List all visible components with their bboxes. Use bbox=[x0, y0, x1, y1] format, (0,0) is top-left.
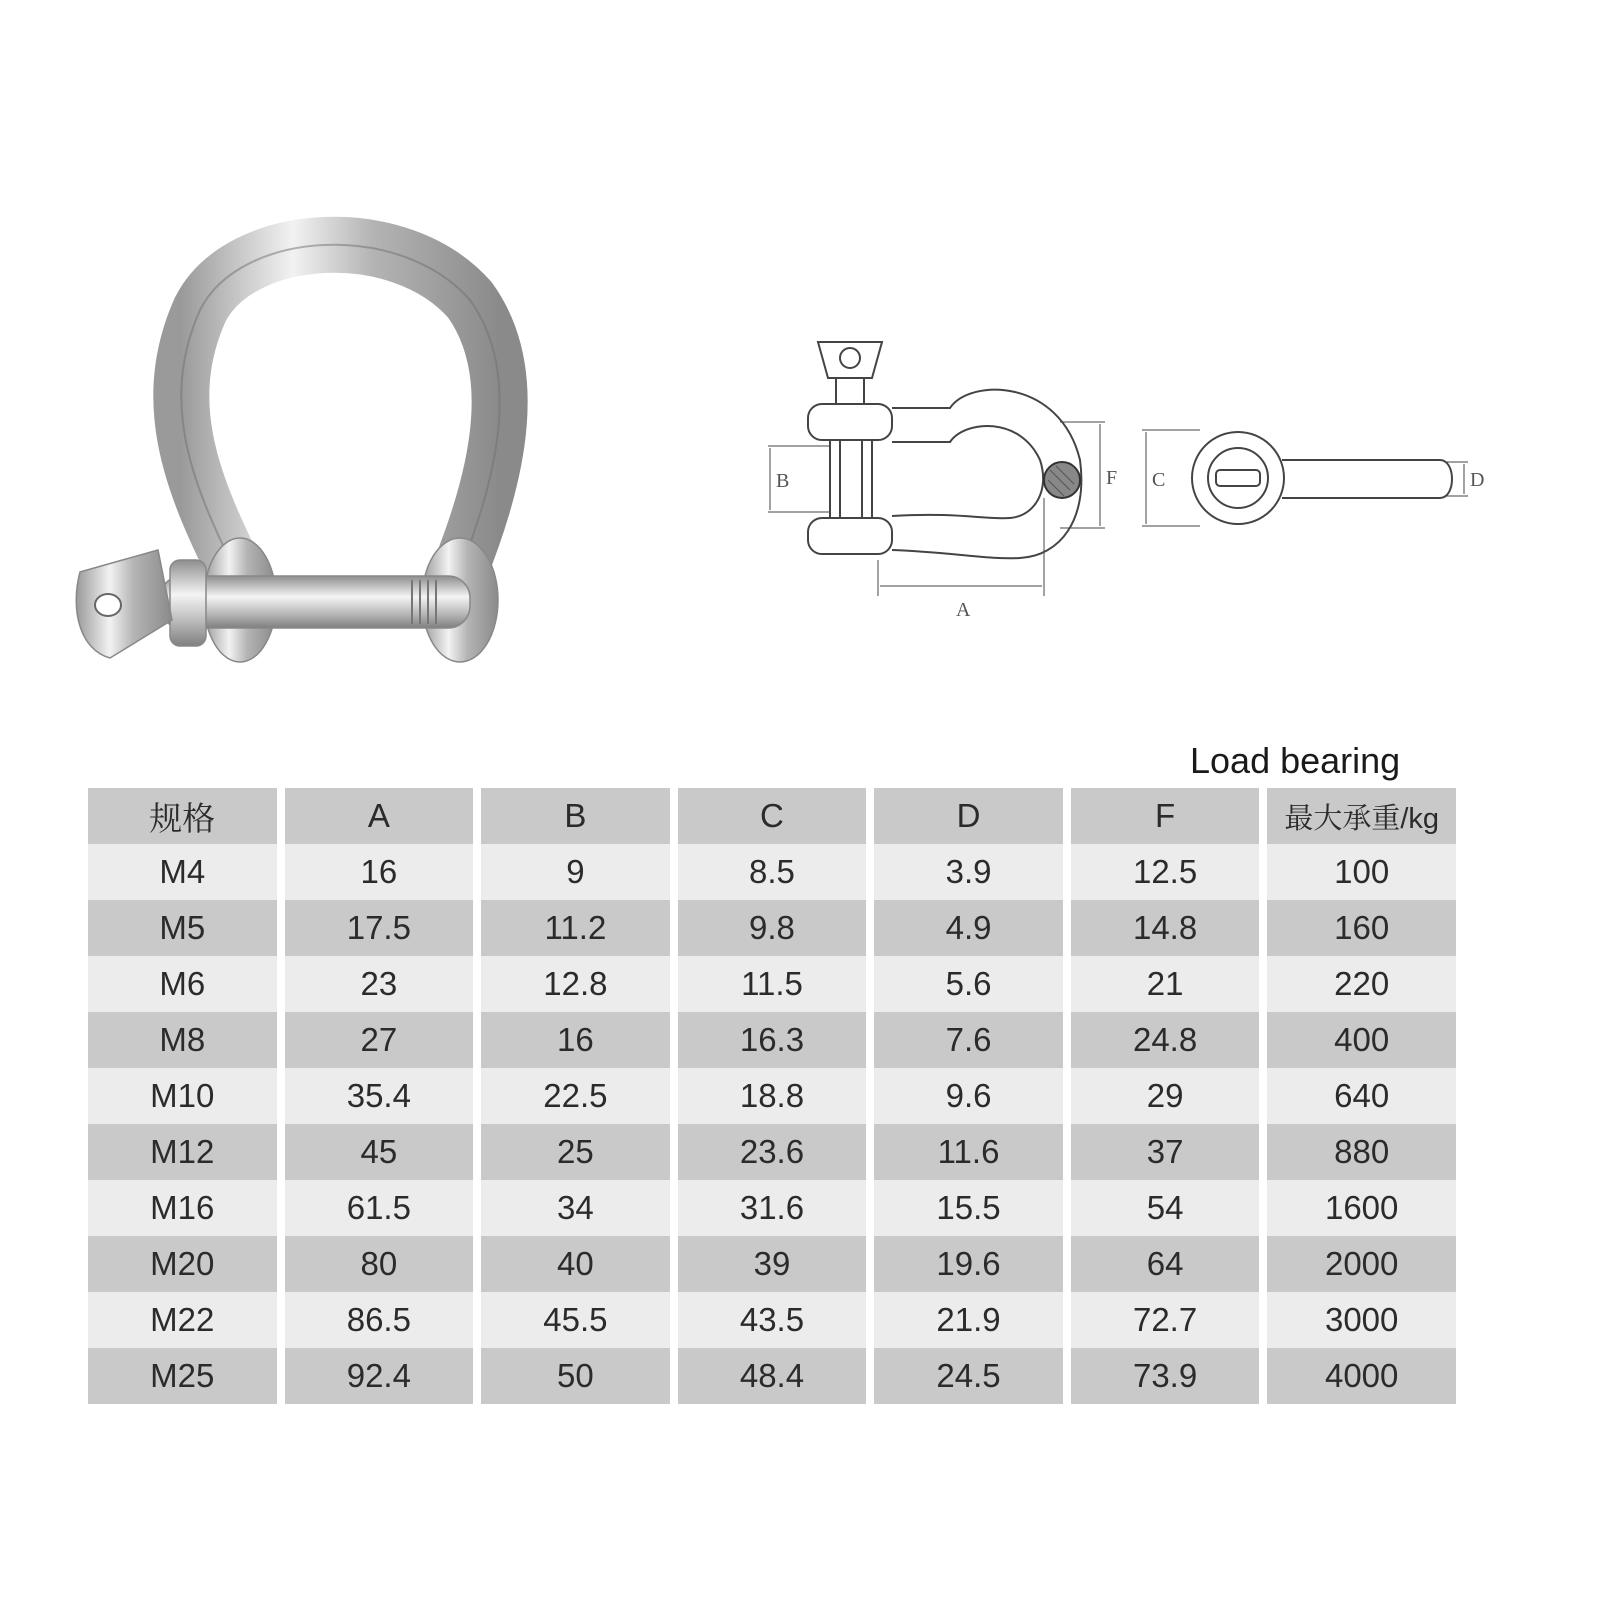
pin-collar bbox=[170, 560, 206, 646]
cell-c: 11.5 bbox=[678, 956, 867, 1012]
cell-a: 17.5 bbox=[285, 900, 474, 956]
shackle-bow bbox=[181, 245, 499, 570]
cell-a: 80 bbox=[285, 1236, 474, 1292]
cell-max-load: 100 bbox=[1267, 844, 1456, 900]
header-size: 规格 bbox=[88, 788, 277, 844]
cell-c: 39 bbox=[678, 1236, 867, 1292]
cell-size: M4 bbox=[88, 844, 277, 900]
label-c: C bbox=[1152, 469, 1166, 491]
cell-size: M12 bbox=[88, 1124, 277, 1180]
cell-a: 23 bbox=[285, 956, 474, 1012]
table-row bbox=[88, 900, 1456, 956]
cell-c: 23.6 bbox=[678, 1124, 867, 1180]
cell-c: 18.8 bbox=[678, 1068, 867, 1124]
spec-table bbox=[80, 788, 1464, 1404]
cell-f: 21 bbox=[1071, 956, 1260, 1012]
cell-max-load: 4000 bbox=[1267, 1348, 1456, 1404]
table-row bbox=[88, 1292, 1456, 1348]
cell-f: 29 bbox=[1071, 1068, 1260, 1124]
cell-f: 37 bbox=[1071, 1124, 1260, 1180]
cell-size: M20 bbox=[88, 1236, 277, 1292]
cell-f: 72.7 bbox=[1071, 1292, 1260, 1348]
header-b: B bbox=[481, 788, 670, 844]
cell-b: 34 bbox=[481, 1180, 670, 1236]
cell-f: 54 bbox=[1071, 1180, 1260, 1236]
label-d: D bbox=[1470, 469, 1485, 491]
header-f: F bbox=[1071, 788, 1260, 844]
table-body bbox=[88, 844, 1456, 1404]
cell-b: 50 bbox=[481, 1348, 670, 1404]
cell-size: M16 bbox=[88, 1180, 277, 1236]
cell-a: 86.5 bbox=[285, 1292, 474, 1348]
label-b: B bbox=[776, 470, 790, 492]
table-row bbox=[88, 1180, 1456, 1236]
cell-max-load: 400 bbox=[1267, 1012, 1456, 1068]
cell-b: 22.5 bbox=[481, 1068, 670, 1124]
cell-d: 7.6 bbox=[874, 1012, 1063, 1068]
cell-c: 48.4 bbox=[678, 1348, 867, 1404]
pin-eye-tab bbox=[76, 550, 172, 658]
label-a: A bbox=[956, 599, 971, 621]
cell-size: M5 bbox=[88, 900, 277, 956]
table-header-row bbox=[88, 788, 1456, 844]
cell-d: 21.9 bbox=[874, 1292, 1063, 1348]
cell-max-load: 2000 bbox=[1267, 1236, 1456, 1292]
table-row bbox=[88, 1124, 1456, 1180]
load-bearing-caption: Load bearing bbox=[1190, 740, 1401, 781]
shackle-photo bbox=[40, 200, 580, 720]
cell-size: M25 bbox=[88, 1348, 277, 1404]
cell-d: 3.9 bbox=[874, 844, 1063, 900]
cell-d: 4.9 bbox=[874, 900, 1063, 956]
cell-max-load: 160 bbox=[1267, 900, 1456, 956]
header-c: C bbox=[678, 788, 867, 844]
cell-b: 40 bbox=[481, 1236, 670, 1292]
table-row bbox=[88, 1068, 1456, 1124]
cell-max-load: 640 bbox=[1267, 1068, 1456, 1124]
cell-max-load: 220 bbox=[1267, 956, 1456, 1012]
cell-max-load: 3000 bbox=[1267, 1292, 1456, 1348]
header-d: D bbox=[874, 788, 1063, 844]
cell-c: 43.5 bbox=[678, 1292, 867, 1348]
cell-b: 16 bbox=[481, 1012, 670, 1068]
cell-b: 25 bbox=[481, 1124, 670, 1180]
dimension-drawing bbox=[760, 320, 1530, 640]
table-row bbox=[88, 844, 1456, 900]
cell-f: 73.9 bbox=[1071, 1348, 1260, 1404]
cell-max-load: 880 bbox=[1267, 1124, 1456, 1180]
cell-c: 31.6 bbox=[678, 1180, 867, 1236]
cell-c: 9.8 bbox=[678, 900, 867, 956]
cell-b: 9 bbox=[481, 844, 670, 900]
cell-a: 16 bbox=[285, 844, 474, 900]
header-a: A bbox=[285, 788, 474, 844]
cell-d: 19.6 bbox=[874, 1236, 1063, 1292]
cell-f: 24.8 bbox=[1071, 1012, 1260, 1068]
cell-d: 11.6 bbox=[874, 1124, 1063, 1180]
cell-max-load: 1600 bbox=[1267, 1180, 1456, 1236]
cell-a: 35.4 bbox=[285, 1068, 474, 1124]
table-row bbox=[88, 1348, 1456, 1404]
header-max-load: 最大承重/kg bbox=[1267, 788, 1456, 844]
cell-a: 92.4 bbox=[285, 1348, 474, 1404]
cell-c: 16.3 bbox=[678, 1012, 867, 1068]
cell-a: 61.5 bbox=[285, 1180, 474, 1236]
cell-size: M22 bbox=[88, 1292, 277, 1348]
cell-a: 27 bbox=[285, 1012, 474, 1068]
cell-b: 11.2 bbox=[481, 900, 670, 956]
cell-d: 9.6 bbox=[874, 1068, 1063, 1124]
cell-b: 45.5 bbox=[481, 1292, 670, 1348]
cell-a: 45 bbox=[285, 1124, 474, 1180]
cell-b: 12.8 bbox=[481, 956, 670, 1012]
cell-size: M6 bbox=[88, 956, 277, 1012]
cell-c: 8.5 bbox=[678, 844, 867, 900]
cell-f: 14.8 bbox=[1071, 900, 1260, 956]
cell-f: 64 bbox=[1071, 1236, 1260, 1292]
cell-size: M10 bbox=[88, 1068, 277, 1124]
table-row bbox=[88, 1236, 1456, 1292]
label-f: F bbox=[1106, 467, 1118, 489]
cell-f: 12.5 bbox=[1071, 844, 1260, 900]
cell-d: 15.5 bbox=[874, 1180, 1063, 1236]
table-row bbox=[88, 956, 1456, 1012]
table-row bbox=[88, 1012, 1456, 1068]
cell-size: M8 bbox=[88, 1012, 277, 1068]
cell-d: 5.6 bbox=[874, 956, 1063, 1012]
cell-d: 24.5 bbox=[874, 1348, 1063, 1404]
